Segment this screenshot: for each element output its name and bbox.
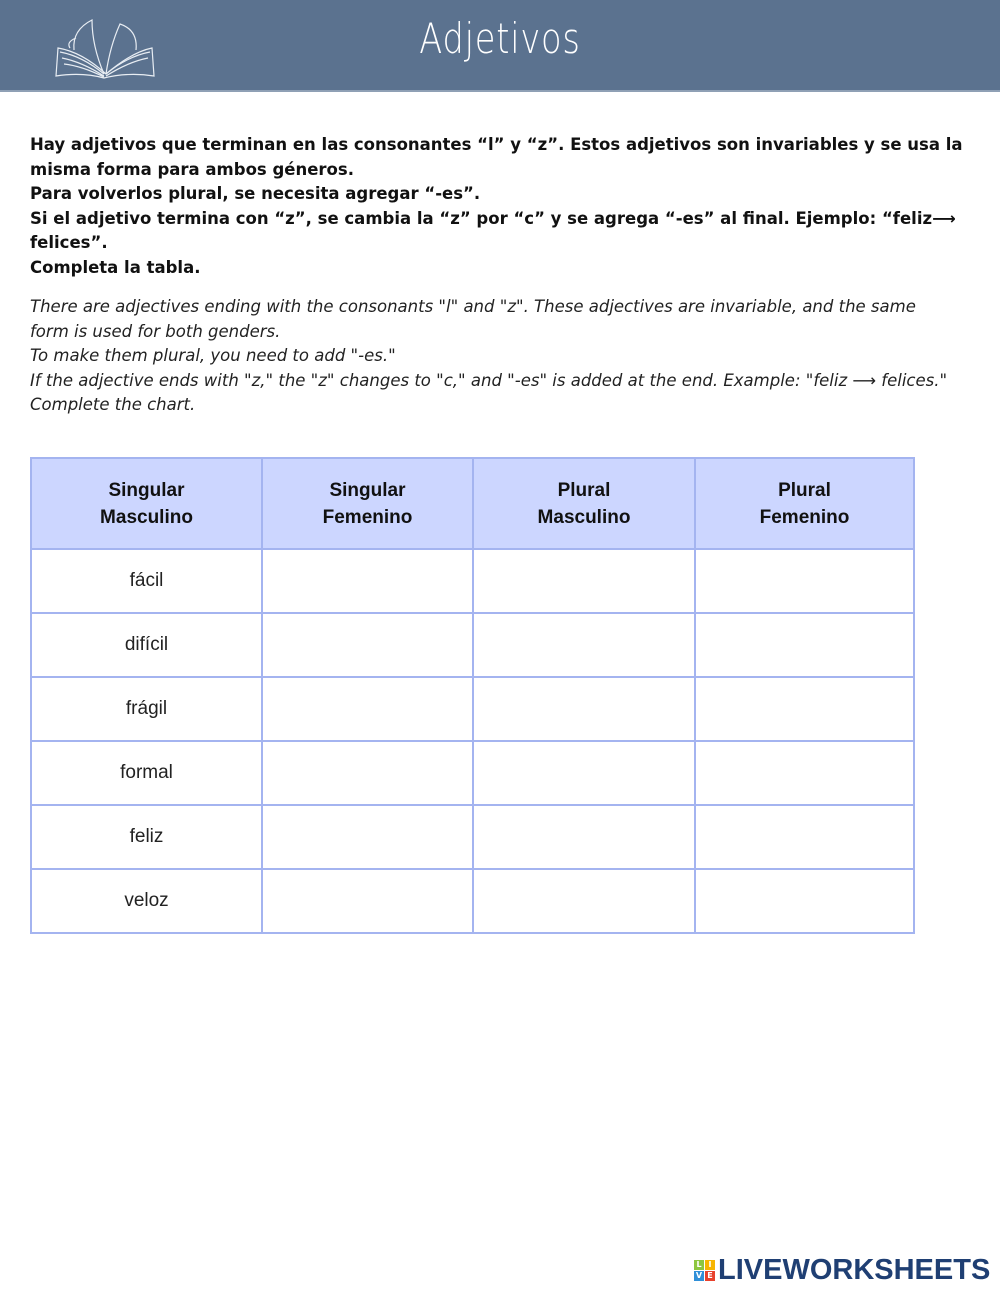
answer-input-cell[interactable]	[262, 805, 473, 869]
answer-input-cell[interactable]	[695, 741, 914, 805]
answer-input-cell[interactable]	[473, 805, 695, 869]
instruction-line: If the adjective ends with "z," the "z" changes to "c," and "-es" is added at the end. Example: "feliz ⟶ felices."	[30, 370, 948, 390]
column-header	[695, 458, 914, 549]
adjective-cell: feliz	[31, 805, 262, 869]
instruction-line: There are adjectives ending with the consonants "l" and "z". These adjectives are invariable, and the same form is used for both genders.	[30, 297, 916, 341]
instruction-line: Complete the chart.	[30, 395, 196, 414]
adjective-cell: difícil	[31, 613, 262, 677]
answer-input-cell[interactable]	[473, 741, 695, 805]
answer-input-cell[interactable]	[695, 869, 914, 933]
column-header	[473, 458, 695, 549]
table-row	[31, 869, 914, 933]
logo-squares	[694, 1260, 715, 1281]
adjectives-table	[30, 457, 915, 934]
logo-letter: L	[694, 1260, 704, 1270]
column-header-line: Plural	[557, 479, 611, 501]
answer-input-cell[interactable]	[262, 613, 473, 677]
instruction-line: Para volverlos plural, se necesita agregar “-es”.	[30, 184, 481, 203]
logo-letter: V	[695, 1271, 703, 1280]
page-title: Adjetivos	[419, 14, 581, 63]
column-header-line: Singular	[108, 479, 185, 501]
answer-input-cell[interactable]	[262, 549, 473, 613]
instruction-line: Completa la tabla.	[30, 257, 201, 277]
adjective-cell: frágil	[31, 677, 262, 741]
column-header-line: Singular	[329, 479, 406, 501]
answer-input-cell[interactable]	[473, 549, 695, 613]
logo-text: LIVEWORKSHEETS	[718, 1254, 991, 1286]
adjective-cell: veloz	[31, 869, 262, 933]
header-banner	[0, 0, 1000, 92]
answer-input-cell[interactable]	[695, 805, 914, 869]
adjective-cell: formal	[31, 741, 262, 805]
instructions-english	[30, 295, 950, 418]
column-header-line: Masculino	[100, 506, 193, 528]
table-row	[31, 741, 914, 805]
instruction-line: Hay adjetivos que terminan en las consonantes “l” y “z”. Estos adjetivos son invariables y se usa la misma forma para ambos géneros.	[30, 135, 963, 179]
column-header-line: Femenino	[759, 506, 850, 528]
column-header	[262, 458, 473, 549]
logo-letter: E	[705, 1271, 715, 1281]
instruction-line: To make them plural, you need to add "-es."	[30, 346, 396, 365]
column-header	[31, 458, 262, 549]
table-row	[31, 805, 914, 869]
answer-input-cell[interactable]	[473, 869, 695, 933]
instructions-spanish	[30, 133, 995, 280]
answer-input-cell[interactable]	[262, 677, 473, 741]
answer-input-cell[interactable]	[473, 677, 695, 741]
answer-input-cell[interactable]	[695, 613, 914, 677]
table-row	[31, 677, 914, 741]
answer-input-cell[interactable]	[262, 869, 473, 933]
answer-input-cell[interactable]	[695, 677, 914, 741]
column-header-line: Plural	[778, 479, 831, 501]
answer-input-cell[interactable]	[262, 741, 473, 805]
answer-input-cell[interactable]	[473, 613, 695, 677]
liveworksheets-logo	[694, 1254, 990, 1287]
column-header-line: Femenino	[322, 506, 413, 528]
answer-input-cell[interactable]	[695, 549, 914, 613]
table-row	[31, 613, 914, 677]
column-header-line: Masculino	[537, 506, 631, 528]
logo-letter: I	[705, 1260, 715, 1270]
adjective-cell: fácil	[31, 549, 262, 613]
table-row	[31, 549, 914, 613]
instruction-line: Si el adjetivo termina con “z”, se cambia la “z” por “c” y se agrega “-es” al final. Ejemplo: “feliz⟶ felices”.	[30, 208, 956, 252]
